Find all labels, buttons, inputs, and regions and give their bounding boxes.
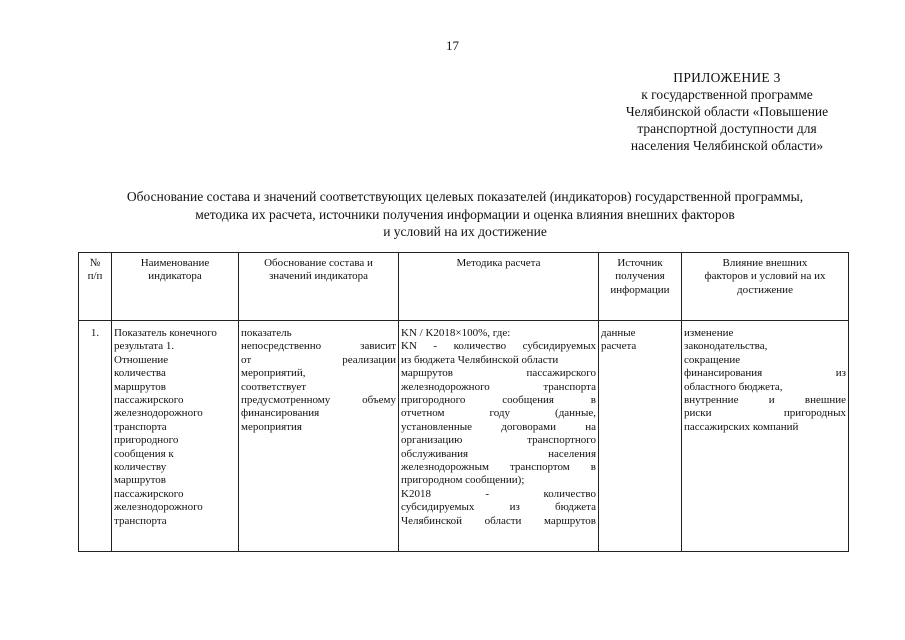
appendix-line: транспортной доступности для [637,121,817,136]
table-header-row [79,253,849,321]
cell-indicator-name: Показатель конечного результата 1. Отношение количества маршрутов пассажирского железнодорожного транспорта пригородного сообщения к количеству маршрутов пассажирского железнодорожного транспорта [112,321,239,552]
title-line: и условий на их достижение [383,224,547,239]
appendix-line: Челябинской области «Повышение [625,104,829,119]
appendix-title: ПРИЛОЖЕНИЕ 3 [673,70,781,85]
cell-influence: изменение законодательства, сокращение финансирования из областного бюджета, внутренние и внешние риски пригородных пассажирских компаний [682,321,849,552]
cell-justification: показатель непосредственно зависит от реализации мероприятий, соответствует предусмотренному объему финансирования мероприятия [239,321,399,552]
header-justification: Обоснование состава и значений индикатора [239,253,399,321]
appendix-line: к государственной программе [641,87,813,102]
title-line: методика их расчета, источники получения информации и оценка влияния внешних факторов [195,206,735,222]
header-method: Методика расчета [399,253,599,321]
document-title [80,188,850,241]
title-line: Обоснование состава и значений соответствующих целевых показателей (индикаторов) государственной программы, [126,189,804,204]
appendix-heading [607,69,847,154]
appendix-line: населения Челябинской области» [630,138,824,153]
cell-method: KN / K2018×100%, где: KN - количество субсидируемых из бюджета Челябинской области маршрутов пассажирского железнодорожного транспорта пригородного сообщения в отчетном году (данные, установленные договорами на организацию транспортного обслуживания населения железнодорожным транспортом в пригородном сообщении); K2018 - количество субсидируемых из бюджета Челябинской области маршрутов [399,321,599,552]
table-row [79,321,849,552]
row-num: 1. [79,321,112,552]
header-indicator-name: Наименование индикатора [112,253,239,321]
header-num: № п/п [79,253,112,321]
cell-source: данные расчета [599,321,682,552]
indicators-table [78,252,849,552]
header-influence: Влияние внешних факторов и условий на их достижение [682,253,849,321]
header-source: Источник получения информации [599,253,682,321]
page-number: 17 [446,38,459,53]
